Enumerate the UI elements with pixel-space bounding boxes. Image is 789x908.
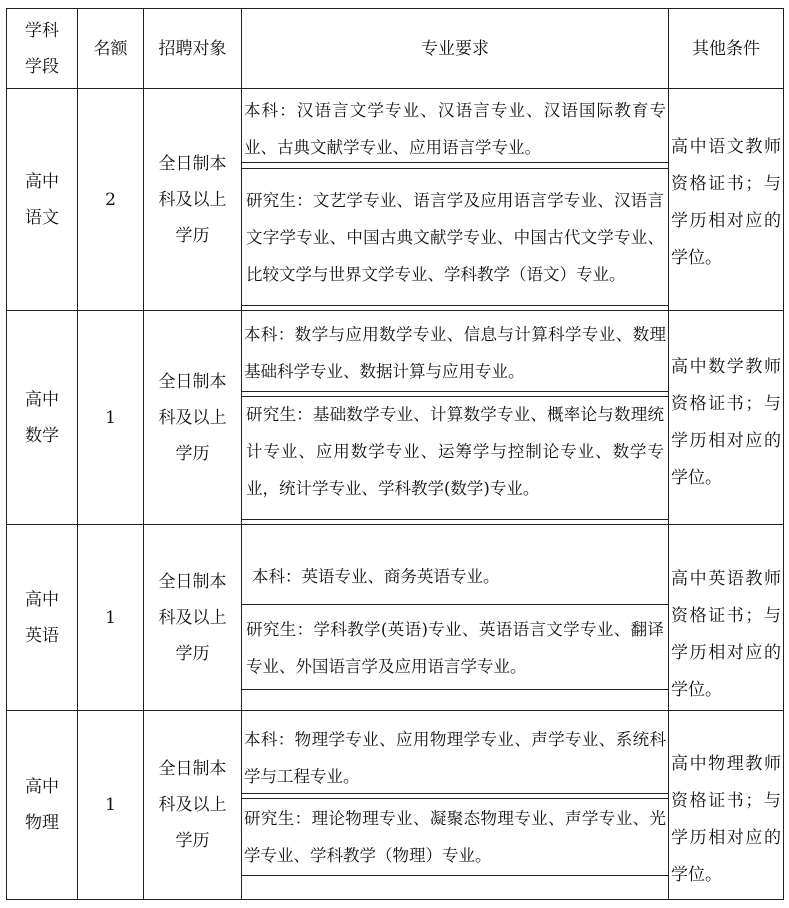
header-major: 专业要求 — [421, 38, 489, 59]
row-other-conditions: 高中语文教师资格证书；与学历相对应的学位。 — [671, 137, 781, 268]
row-target: 全日制本 科及以上 学历 — [158, 571, 227, 664]
row-undergrad-major: 本科：汉语言文学专业、汉语言专业、汉语国际教育专业、古典文献学专业、应用语言学专业。 — [244, 101, 666, 157]
row-undergrad-major: 本科：物理学专业、应用物理学专业、声学专业、系统科学与工程专业。 — [244, 730, 666, 786]
row-undergrad-major: 本科：数学与应用数学专业、信息与计算科学专业、数理基础科学专业、数据计算与应用专业。 — [244, 325, 666, 381]
row-graduate-major: 研究生：文艺学专业、语言学及应用语言学专业、汉语言文字学专业、中国古典文献学专业、中国古代文学专业、比较文学与世界文学专业、学科教学（语文）专业。 — [246, 191, 664, 284]
row-subject: 高中 物理 — [25, 777, 59, 833]
row-subject: 高中 语文 — [25, 171, 59, 228]
row-other-conditions: 高中数学教师资格证书；与学历相对应的学位。 — [671, 357, 781, 488]
header-subject: 学科 学段 — [25, 20, 59, 77]
row-count: 1 — [105, 607, 116, 628]
row-count: 1 — [105, 407, 116, 428]
row-graduate-major: 研究生：理论物理专业、凝聚态物理专业、声学专业、光学专业、学科教学（物理）专业。 — [244, 809, 666, 865]
row-count: 2 — [105, 189, 116, 210]
row-other-conditions: 高中英语教师资格证书；与学历相对应的学位。 — [671, 569, 781, 700]
header-target: 招聘对象 — [158, 38, 227, 59]
row-subject: 高中 英语 — [25, 589, 59, 646]
row-other-conditions: 高中物理教师资格证书；与学历相对应的学位。 — [671, 754, 781, 885]
row-subject: 高中 数学 — [25, 389, 59, 446]
row-graduate-major: 研究生：学科教学(英语)专业、英语语言文学专业、翻译专业、外国语言学及应用语言学专业。 — [246, 620, 664, 676]
row-target: 全日制本 科及以上 学历 — [158, 759, 227, 851]
row-target: 全日制本 科及以上 学历 — [158, 371, 227, 464]
row-count: 1 — [105, 795, 116, 815]
header-other: 其他条件 — [692, 38, 760, 59]
row-graduate-major: 研究生：基础数学专业、计算数学专业、概率论与数理统计专业、应用数学专业、运筹学与控制论专业、数学专业，统计学专业、学科教学(数学)专业。 — [246, 405, 664, 498]
recruitment-table — [6, 8, 784, 900]
row-undergrad-major: 本科：英语专业、商务英语专业。 — [252, 567, 500, 586]
row-target: 全日制本 科及以上 学历 — [158, 153, 227, 246]
header-count: 名额 — [93, 38, 128, 59]
